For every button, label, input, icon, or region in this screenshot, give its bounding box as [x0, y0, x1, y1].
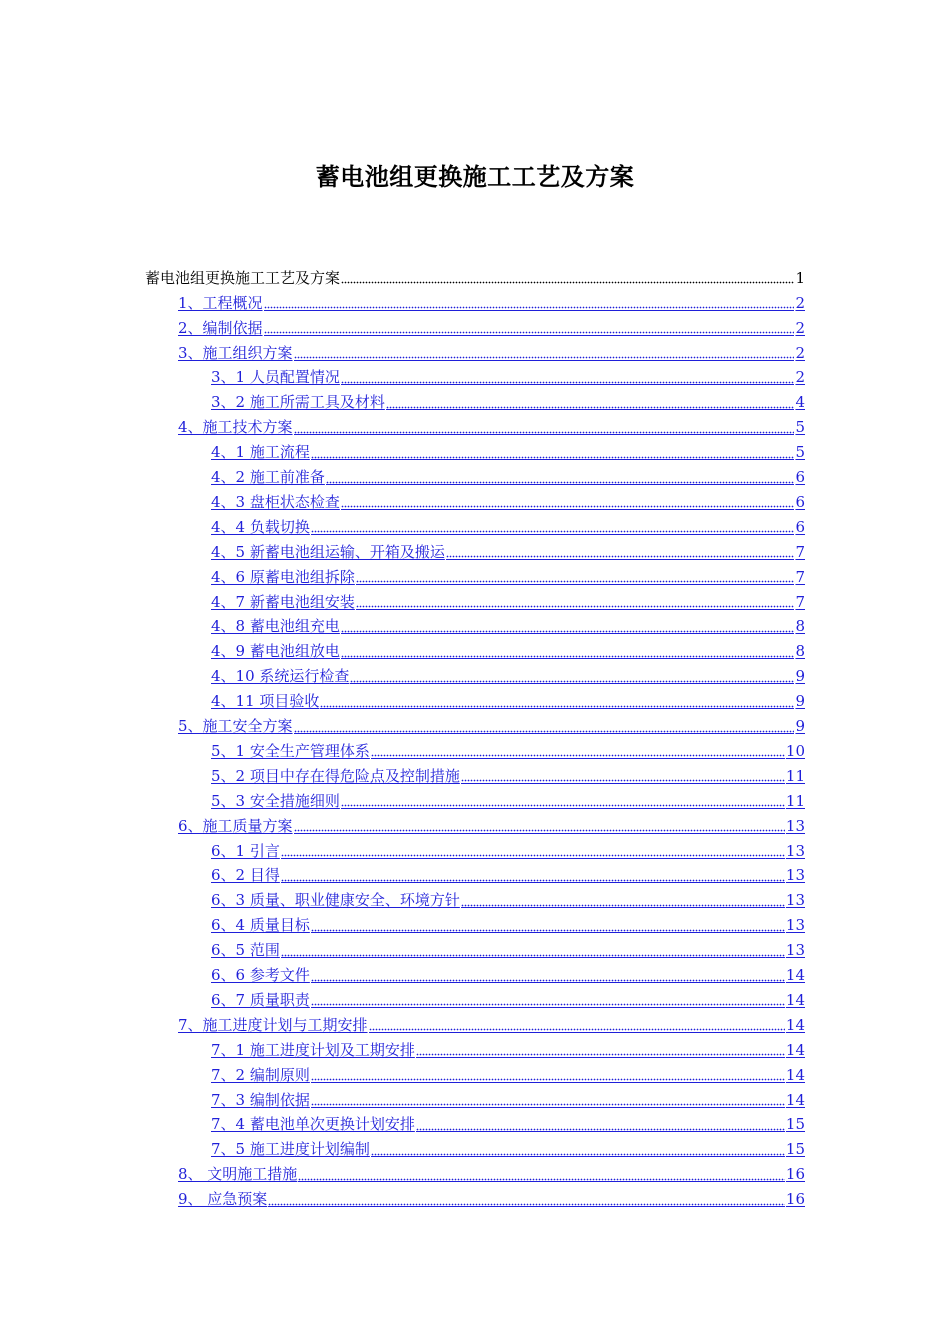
toc-entry-title: 4、9 蓄电池组放电 — [211, 642, 340, 661]
toc-page-number: 2 — [795, 368, 805, 387]
toc-entry[interactable] — [211, 687, 805, 712]
toc-entry-title: 4、6 原蓄电池组拆除 — [211, 567, 355, 586]
toc-leader-dots — [350, 679, 794, 684]
toc-page-number: 6 — [795, 492, 805, 511]
toc-entry[interactable] — [211, 986, 805, 1011]
toc-leader-dots — [356, 580, 795, 585]
toc-entry[interactable] — [211, 862, 805, 887]
toc-entry[interactable] — [211, 936, 805, 961]
toc-entry-title: 4、11 项目验收 — [211, 692, 320, 711]
toc-entry-title: 6、2 目得 — [211, 866, 280, 885]
toc-entry-title: 蓄电池组更换施工工艺及方案 — [145, 268, 341, 287]
toc-leader-dots — [294, 430, 795, 435]
toc-page-number: 14 — [785, 990, 805, 1009]
toc-entry-title: 3、施工组织方案 — [178, 343, 293, 362]
toc-leader-dots — [264, 306, 795, 311]
toc-page-number: 2 — [795, 343, 805, 362]
toc-leader-dots — [356, 605, 795, 610]
toc-entry[interactable] — [178, 413, 805, 438]
toc-leader-dots — [461, 779, 785, 784]
toc-entry-title: 6、施工质量方案 — [178, 816, 293, 835]
toc-leader-dots — [294, 829, 785, 834]
toc-leader-dots — [311, 978, 785, 983]
toc-entry[interactable] — [211, 613, 805, 638]
toc-page-number: 11 — [785, 791, 805, 810]
toc-page-number: 7 — [795, 542, 805, 561]
toc-leader-dots — [461, 903, 785, 908]
toc-entry-title: 7、4 蓄电池单次更换计划安排 — [211, 1115, 415, 1134]
toc-leader-dots — [341, 380, 795, 385]
toc-page-number: 11 — [785, 766, 805, 785]
toc-entry[interactable] — [211, 737, 805, 762]
toc-page-number: 13 — [785, 916, 805, 935]
toc-page-number: 13 — [785, 891, 805, 910]
toc-entry-title: 4、4 负载切换 — [211, 517, 310, 536]
toc-leader-dots — [298, 1177, 785, 1182]
toc-entry-title: 6、7 质量职责 — [211, 990, 310, 1009]
toc-leader-dots — [311, 1078, 785, 1083]
toc-entry-title: 7、1 施工进度计划及工期安排 — [211, 1040, 415, 1059]
toc-page-number: 14 — [785, 1065, 805, 1084]
toc-entry-title: 4、7 新蓄电池组安装 — [211, 592, 355, 611]
toc-page-number: 9 — [795, 667, 805, 686]
toc-entry[interactable] — [211, 638, 805, 663]
toc-entry[interactable] — [211, 364, 805, 389]
toc-entry-title: 4、3 盘柜状态检查 — [211, 492, 340, 511]
toc-entry-title: 4、10 系统运行检查 — [211, 667, 350, 686]
toc-entry[interactable] — [211, 438, 805, 463]
toc-entry-title: 6、3 质量、职业健康安全、环境方针 — [211, 891, 460, 910]
toc-entry-title: 7、施工进度计划与工期安排 — [178, 1015, 368, 1034]
toc-entry[interactable] — [211, 513, 805, 538]
toc-leader-dots — [311, 928, 785, 933]
toc-entry-title: 2、编制依据 — [178, 318, 263, 337]
toc-page-number: 6 — [795, 517, 805, 536]
toc-leader-dots — [341, 654, 795, 659]
toc-page-number: 14 — [785, 966, 805, 985]
toc-entry[interactable] — [211, 762, 805, 787]
toc-leader-dots — [281, 854, 785, 859]
toc-entry-title: 4、施工技术方案 — [178, 418, 293, 437]
toc-entry-title: 3、2 施工所需工具及材料 — [211, 393, 385, 412]
toc-entry-title: 5、2 项目中存在得危险点及控制措施 — [211, 766, 460, 785]
toc-entry[interactable] — [211, 787, 805, 812]
toc-entry[interactable] — [211, 837, 805, 862]
toc-entry[interactable] — [211, 563, 805, 588]
toc-leader-dots — [281, 953, 785, 958]
toc-page-number: 6 — [795, 468, 805, 487]
toc-entry[interactable] — [178, 314, 805, 339]
toc-entry-title: 4、5 新蓄电池组运输、开箱及搬运 — [211, 542, 445, 561]
toc-entry[interactable] — [178, 812, 805, 837]
toc-leader-dots — [311, 530, 795, 535]
toc-entry[interactable] — [211, 662, 805, 687]
toc-entry-title: 1、工程概况 — [178, 293, 263, 312]
toc-page-number: 13 — [785, 866, 805, 885]
toc-entry-title: 7、3 编制依据 — [211, 1090, 310, 1109]
toc-leader-dots — [311, 455, 795, 460]
toc-leader-dots — [320, 704, 794, 709]
toc-entry[interactable] — [211, 1111, 805, 1136]
toc-entry[interactable] — [178, 1160, 805, 1185]
toc-leader-dots — [446, 555, 795, 560]
toc-leader-dots — [341, 629, 795, 634]
toc-page-number: 8 — [795, 642, 805, 661]
toc-entry[interactable] — [211, 538, 805, 563]
toc-entry[interactable] — [211, 588, 805, 613]
toc-entry[interactable] — [211, 488, 805, 513]
toc-entry[interactable] — [211, 463, 805, 488]
toc-leader-dots — [311, 1003, 785, 1008]
toc-leader-dots — [341, 281, 794, 284]
toc-leader-dots — [326, 480, 795, 485]
toc-entry-title: 5、3 安全措施细则 — [211, 791, 340, 810]
toc-leader-dots — [294, 356, 795, 361]
toc-entry-title: 5、1 安全生产管理体系 — [211, 741, 370, 760]
toc-entry[interactable] — [211, 1086, 805, 1111]
toc-leader-dots — [416, 1127, 785, 1132]
toc-leader-dots — [311, 1103, 785, 1108]
toc-entry-title: 9、 应急预案 — [178, 1190, 268, 1209]
toc-page-number: 16 — [785, 1165, 805, 1184]
toc-entry-title: 6、5 范围 — [211, 941, 280, 960]
toc-entry-title: 5、施工安全方案 — [178, 717, 293, 736]
toc-entry-title: 6、1 引言 — [211, 841, 280, 860]
toc-entry[interactable] — [178, 289, 805, 314]
toc-page-number: 13 — [785, 941, 805, 960]
toc-page-number: 7 — [795, 592, 805, 611]
toc-page-number: 16 — [785, 1190, 805, 1209]
toc-leader-dots — [268, 1202, 785, 1207]
toc-leader-dots — [341, 804, 785, 809]
toc-page-number: 10 — [785, 741, 805, 760]
toc-leader-dots — [281, 878, 785, 883]
page-title: 蓄电池组更换施工工艺及方案 — [315, 162, 635, 191]
toc-entry-title: 4、8 蓄电池组充电 — [211, 617, 340, 636]
toc-entry — [145, 264, 805, 289]
toc-entry[interactable] — [178, 339, 805, 364]
toc-page-number: 5 — [795, 418, 805, 437]
toc-page-number: 15 — [785, 1140, 805, 1159]
toc-leader-dots — [341, 505, 795, 510]
toc-entry[interactable] — [211, 1136, 805, 1161]
toc-leader-dots — [371, 1152, 785, 1157]
toc-entry-title: 6、6 参考文件 — [211, 966, 310, 985]
toc-page-number: 9 — [795, 692, 805, 711]
toc-entry-title: 3、1 人员配置情况 — [211, 368, 340, 387]
toc-page-number: 2 — [795, 293, 805, 312]
toc-leader-dots — [371, 754, 785, 759]
toc-entry[interactable] — [178, 1011, 805, 1036]
toc-page-number: 13 — [785, 841, 805, 860]
toc-entry[interactable] — [178, 712, 805, 737]
toc-page-number: 1 — [795, 268, 805, 287]
toc-entry[interactable] — [211, 389, 805, 414]
toc-page-number: 7 — [795, 567, 805, 586]
toc-entry-title: 7、2 编制原则 — [211, 1065, 310, 1084]
toc-leader-dots — [386, 405, 795, 410]
toc-entry[interactable] — [211, 1036, 805, 1061]
toc-page-number: 4 — [795, 393, 805, 412]
toc-page-number: 14 — [785, 1040, 805, 1059]
toc-page-number: 2 — [795, 318, 805, 337]
toc-leader-dots — [369, 1028, 785, 1033]
toc-entry-title: 8、 文明施工措施 — [178, 1165, 298, 1184]
toc-entry[interactable] — [211, 911, 805, 936]
toc-entry-title: 7、5 施工进度计划编制 — [211, 1140, 370, 1159]
toc-page-number: 5 — [795, 443, 805, 462]
toc-leader-dots — [294, 729, 795, 734]
toc-leader-dots — [264, 331, 795, 336]
toc-page-number: 15 — [785, 1115, 805, 1134]
toc-entry[interactable] — [211, 961, 805, 986]
toc-entry-title: 4、1 施工流程 — [211, 443, 310, 462]
toc-page-number: 8 — [795, 617, 805, 636]
toc-page-number: 9 — [795, 717, 805, 736]
toc-leader-dots — [416, 1053, 785, 1058]
toc-page-number: 13 — [785, 816, 805, 835]
toc-page-number: 14 — [785, 1090, 805, 1109]
toc-entry[interactable] — [178, 1185, 805, 1210]
toc-page-number: 14 — [785, 1015, 805, 1034]
toc-entry-title: 4、2 施工前准备 — [211, 468, 325, 487]
toc-entry[interactable] — [211, 887, 805, 912]
toc-entry-title: 6、4 质量目标 — [211, 916, 310, 935]
toc-entry[interactable] — [211, 1061, 805, 1086]
